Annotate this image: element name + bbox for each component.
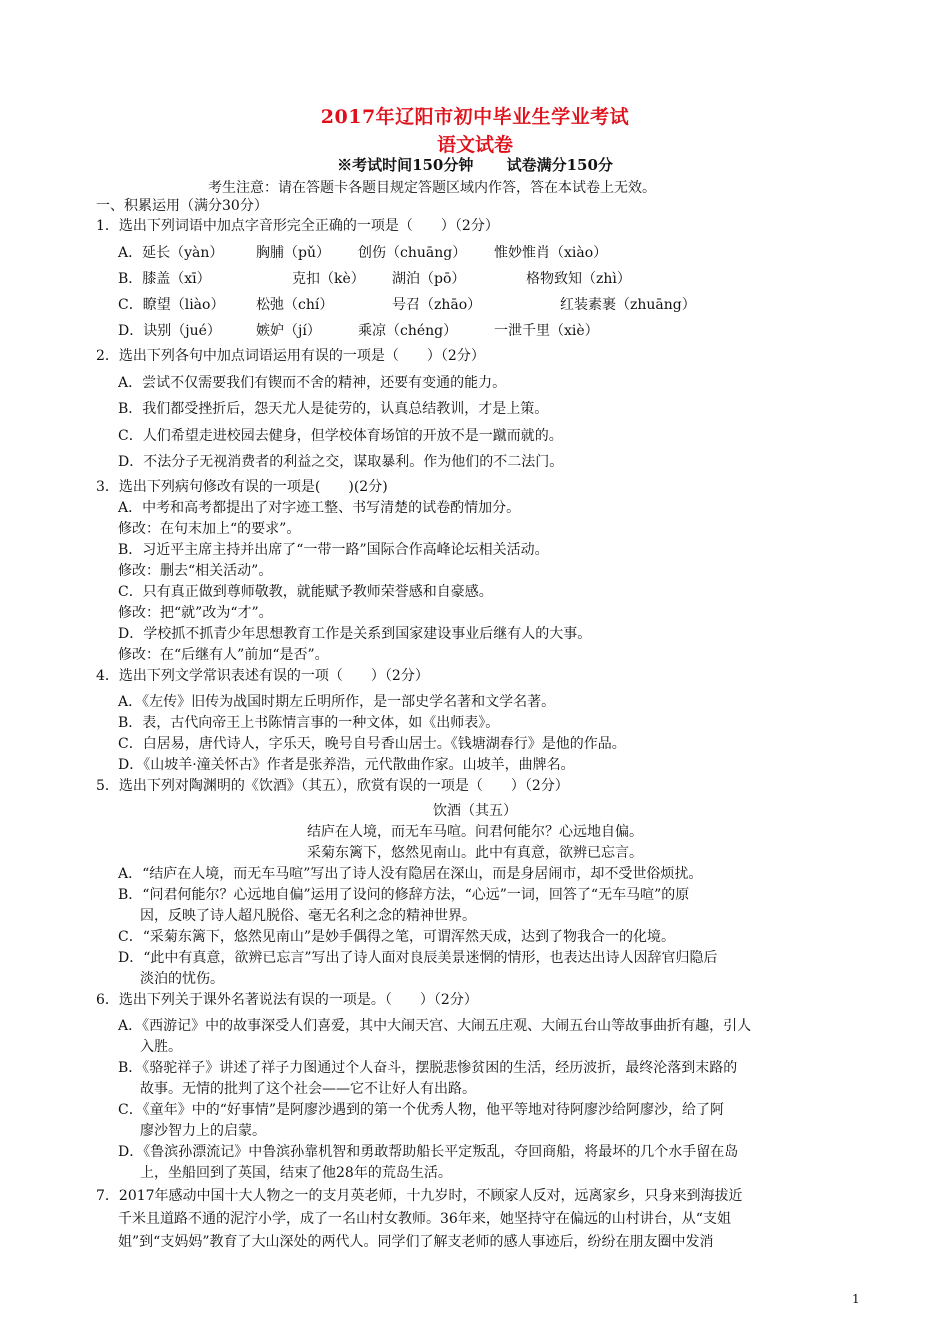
question-4-option-a: A．《左传》旧传为战国时期左丘明所作，是一部史学名著和文学名著。 (118, 694, 556, 710)
question-6-option-a-cont: 入胜。 (140, 1039, 182, 1055)
question-6-option-a: A．《西游记》中的故事深受人们喜爱，其中大闹天宫、大闹五庄观、大闹五台山等故事曲折有趣，引人 (118, 1018, 752, 1034)
question-1-option-b (118, 269, 838, 289)
page-number: 1 (852, 1292, 860, 1306)
question-3-option-d: D．学校抓不抓青少年思想教育工作是关系到国家建设事业后继有人的大事。 (118, 626, 592, 642)
exam-title: 2017年辽阳市初中毕业生学业考试 (320, 106, 630, 128)
question-4-option-c: C．白居易，唐代诗人，字乐天，晚号自号香山居士。《钱塘湖春行》是他的作品。 (118, 736, 626, 752)
exam-subtitle: 语文试卷 (436, 134, 513, 156)
question-5-option-b-cont: 因，反映了诗人超凡脱俗、毫无名利之念的精神世界。 (140, 908, 476, 924)
option-item: 号召（zhāo） (392, 297, 482, 313)
poem-title: 饮酒（其五） (433, 803, 517, 819)
question-6-option-c: C．《童年》中的“好事情”是阿廖沙遇到的第一个优秀人物，他平等地对待阿廖沙给阿廖沙，给了阿 (118, 1102, 725, 1118)
question-3-fix-a: 修改：在句末加上“的要求”。 (118, 521, 301, 537)
question-3-option-c: C．只有真正做到尊师敬教，就能赋予教师荣誉感和自豪感。 (118, 584, 493, 600)
question-2-stem: 2．选出下列各句中加点词语运用有误的一项是（ ）（2分） (96, 348, 485, 364)
question-1-option-d (118, 321, 838, 341)
option-item: 松弛（chí） (256, 297, 334, 313)
question-3-stem: 3．选出下列病句修改有误的一项是( )(2分) (96, 479, 388, 495)
option-item: 乘凉（chéng） (358, 323, 458, 339)
option-item: A．延长（yàn） (118, 245, 224, 261)
question-3-option-a: A．中考和高考都提出了对字迹工整、书写清楚的试卷酌情加分。 (118, 500, 521, 516)
section-heading: 一、积累运用（满分30分） (96, 198, 268, 214)
question-7-text-cont: 千米且道路不通的泥泞小学，成了一名山村女教师。36年来，她坚持守在偏远的山村讲台，从“支姐 (118, 1211, 731, 1227)
question-6-stem: 6．选出下列关于课外名著说法有误的一项是。（ ）（2分） (96, 992, 478, 1008)
option-item: 红装素裹（zhuāng） (560, 297, 696, 313)
option-item: 胸脯（pǔ） (256, 245, 330, 261)
option-item: 惟妙惟肖（xiào） (494, 245, 608, 261)
question-2-option-a: A．尝试不仅需要我们有锲而不舍的精神，还要有变通的能力。 (118, 375, 507, 391)
question-7-text-cont: 姐”到“支妈妈”教育了大山深处的两代人。同学们了解支老师的感人事迹后，纷纷在朋友圈中发消 (118, 1234, 714, 1250)
exam-score: 试卷满分150分 (506, 156, 613, 174)
question-4-stem: 4．选出下列文学常识表述有误的一项（ ）（2分） (96, 668, 429, 684)
question-5-option-b: B．“问君何能尔？心远地自偏”运用了设问的修辞方法，“心远”一词，回答了“无车马喧”的原 (118, 887, 690, 903)
poem-line: 结庐在人境，而无车马喧。问君何能尔？心远地自偏。 (307, 824, 643, 840)
option-item: 克扣（kè） (292, 271, 365, 287)
option-item: 嫉妒（jí） (256, 323, 321, 339)
question-3-option-b: B．习近平主席主持并出席了“一带一路”国际合作高峰论坛相关活动。 (118, 542, 549, 558)
poem-line: 采菊东篱下，悠然见南山。此中有真意，欲辨已忘言。 (307, 845, 643, 861)
option-item: 湖泊（pō） (392, 271, 466, 287)
question-2-option-d: D．不法分子无视消费者的利益之交，谋取暴利。作为他们的不二法门。 (118, 454, 564, 470)
question-4-option-d: D．《山坡羊·潼关怀古》作者是张养浩，元代散曲作家。山坡羊，曲牌名。 (118, 757, 575, 773)
option-item: D．诀别（jué） (118, 323, 221, 339)
question-6-option-c-cont: 廖沙智力上的启蒙。 (140, 1123, 266, 1139)
question-3-fix-c: 修改：把“就”改为“才”。 (118, 605, 273, 621)
question-6-option-d: D．《鲁滨孙漂流记》中鲁滨孙靠机智和勇敢帮助船长平定叛乱，夺回商船，将最坏的几个水手留在岛 (118, 1144, 739, 1160)
question-5-stem: 5．选出下列对陶渊明的《饮酒》（其五），欣赏有误的一项是（ ）（2分） (96, 778, 569, 794)
question-5-option-d-cont: 淡泊的忧伤。 (140, 971, 224, 987)
question-2-option-b: B．我们都受挫折后，怨天尤人是徒劳的，认真总结教训，才是上策。 (118, 401, 549, 417)
question-5-option-a: A．“结庐在人境，而无车马喧”写出了诗人没有隐居在深山，而是身居闹市，却不受世俗烦扰。 (118, 866, 703, 882)
option-item: 创伤（chuāng） (358, 245, 467, 261)
question-6-option-d-cont: 上，坐船回到了英国，结束了他28年的荒岛生活。 (140, 1165, 452, 1181)
question-6-option-b-cont: 故事。无情的批判了这个社会——它不让好人有出路。 (140, 1081, 476, 1097)
option-item: C．瞭望（liào） (118, 297, 225, 313)
question-3-fix-b: 修改：删去“相关活动”。 (118, 563, 273, 579)
question-5-option-c: C．“采菊东篱下，悠然见南山”是妙手偶得之笔，可谓浑然天成，达到了物我合一的化境。 (118, 929, 676, 945)
question-4-option-b: B．表，古代向帝王上书陈情言事的一种文体，如《出师表》。 (118, 715, 500, 731)
question-3-fix-d: 修改：在“后继有人”前加“是否”。 (118, 647, 329, 663)
question-1-option-c (118, 295, 838, 315)
question-6-option-b: B．《骆驼祥子》讲述了祥子力图通过个人奋斗，摆脱悲惨贫困的生活，经历波折，最终沦落到末路的 (118, 1060, 738, 1076)
option-item: B．膝盖（xī） (118, 271, 211, 287)
question-1-stem: 1．选出下列词语中加点字音形完全正确的一项是（ ）（2分） (96, 218, 499, 234)
exam-notice: 考生注意：请在答题卡各题目规定答题区域内作答，答在本试卷上无效。 (208, 180, 656, 196)
question-5-option-d: D．“此中有真意，欲辨已忘言”写出了诗人面对良辰美景迷惘的情形，也表达出诗人因辞官归隐后 (118, 950, 718, 966)
exam-time: ※考试时间150分钟 (337, 156, 474, 174)
question-2-option-c: C．人们希望走进校园去健身，但学校体育场馆的开放不是一蹴而就的。 (118, 428, 563, 444)
question-7-text: 7．2017年感动中国十大人物之一的支月英老师，十九岁时，不顾家人反对，远离家乡，只身来到海拔近 (96, 1188, 743, 1204)
option-item: 一泄千里（xiè） (494, 323, 599, 339)
exam-info (0, 154, 950, 175)
option-item: 格物致知（zhì） (526, 271, 631, 287)
question-1-option-a (118, 243, 838, 263)
